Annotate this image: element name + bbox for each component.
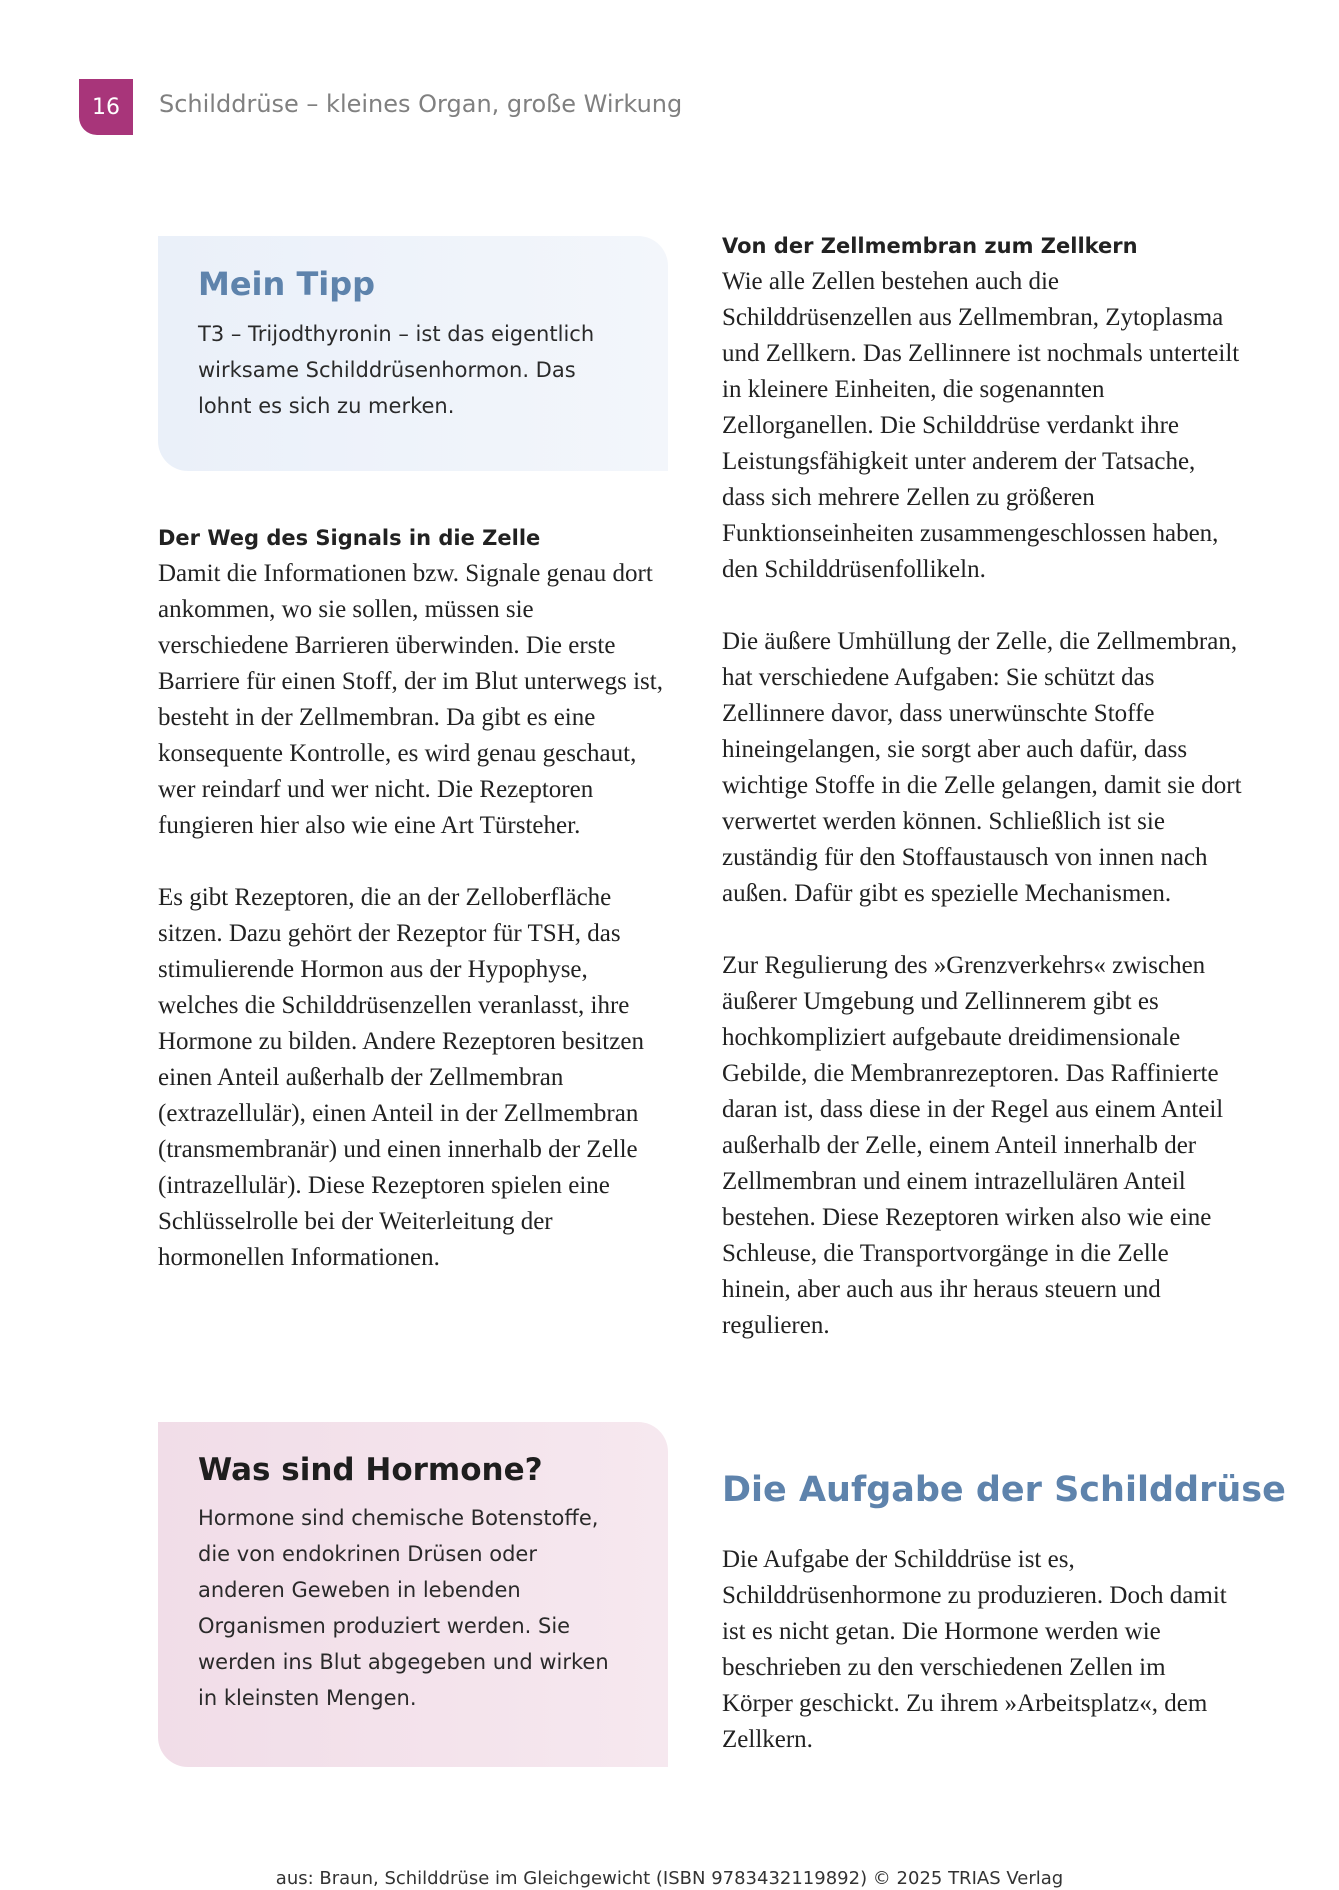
page-number-badge xyxy=(79,79,133,135)
subheading-signal-path: Der Weg des Signals in die Zelle xyxy=(158,526,541,550)
tip-box-text: T3 – Trijodthyronin – ist das eigentlich wirksame Schilddrüsenhormon. Das lohnt es sich zu merken. xyxy=(198,322,595,418)
section-heading: Die Aufgabe der Schilddrüse xyxy=(722,1470,1286,1510)
paragraph: Es gibt Rezeptoren, die an der Zelloberfläche sitzen. Dazu gehört der Rezeptor für TSH, das stimulierende Hormon aus der Hypophyse, welches die Schilddrüsenzellen veranlasst, ihre Hormone zu bilden. Andere Rezeptoren besitzen einen Anteil außerhalb der Zellmembran (extrazellulär), einen Anteil in der Zellmembran (transmembranär) und einen innerhalb der Zelle (intrazellulär). Diese Rezeptoren spielen eine Schlüsselrolle bei der Weiterleitung der hormonellen Informationen. xyxy=(158,884,644,1271)
source-footer: aus: Braun, Schilddrüse im Gleichgewicht (ISBN 9783432119892) © 2025 TRIAS Verlag xyxy=(275,1868,1064,1889)
paragraph: Zur Regulierung des »Grenzverkehrs« zwischen äußerer Umgebung und Zellinnerem gibt es hochkompliziert aufgebaute dreidimensionale Gebilde, die Membranrezeptoren. Das Raffinierte daran ist, dass diese in der Regel aus einem Anteil außerhalb der Zelle, einem Anteil innerhalb der Zellmembran und einem intrazellulären Anteil bestehen. Diese Rezeptoren wirken also wie eine Schleuse, die Transportvorgänge in die Zelle hinein, aber auch aus ihr heraus steuern und regulieren. xyxy=(722,952,1224,1339)
info-box-title: Was sind Hormone? xyxy=(198,1452,543,1488)
info-box-hormones xyxy=(158,1422,668,1767)
left-column-text xyxy=(158,520,668,1276)
right-column-text xyxy=(722,228,1242,1344)
section-thyroid-task xyxy=(722,1468,1286,1758)
running-title: Schilddrüse – kleines Organ, große Wirkung xyxy=(159,90,683,118)
paragraph: Die äußere Umhüllung der Zelle, die Zellmembran, hat verschiedene Aufgaben: Sie schützt das Zellinnere davor, dass unerwünschte Stoffe hineingelangen, sie sorgt aber auch dafür, dass wichtige Stoffe in die Zelle gelangen, damit sie dort verwertet werden können. Schließlich ist sie zuständig für den Stoffaustausch von innen nach außen. Dafür gibt es spezielle Mechanismen. xyxy=(722,628,1242,907)
info-box-text: Hormone sind chemische Botenstoffe, die von endokrinen Drüsen oder anderen Geweben in lebenden Organismen produziert werden. Sie werden ins Blut abgegeben und wirken in kleinsten Mengen. xyxy=(198,1506,609,1710)
paragraph: Wie alle Zellen bestehen auch die Schilddrüsenzellen aus Zellmembran, Zytoplasma und Zellkern. Das Zellinnere ist nochmals unterteilt in kleinere Einheiten, die sogenannten Zellorganellen. Die Schilddrüse verdankt ihre Leistungsfähigkeit unter anderem der Tatsache, dass sich mehrere Zellen zu größeren Funktionseinheiten zusammengeschlossen haben, den Schilddrüsenfollikeln. xyxy=(722,268,1240,583)
page-number: 16 xyxy=(92,94,120,120)
paragraph: Damit die Informationen bzw. Signale genau dort ankommen, wo sie sollen, müssen sie verschiedene Barrieren überwinden. Die erste Barriere für einen Stoff, der im Blut unterwegs ist, besteht in der Zellmembran. Da gibt es eine konsequente Kontrolle, es wird genau geschaut, wer reindarf und wer nicht. Die Rezeptoren fungieren hier also wie eine Art Türsteher. xyxy=(158,560,663,839)
tip-box-title: Mein Tipp xyxy=(198,265,376,303)
subheading-cell-membrane: Von der Zellmembran zum Zellkern xyxy=(722,234,1138,258)
paragraph: Die Aufgabe der Schilddrüse ist es, Schilddrüsenhormone zu produzieren. Doch damit ist es nicht getan. Die Hormone werden wie beschrieben zu den verschiedenen Zellen im Körper geschickt. Zu ihrem »Arbeitsplatz«, dem Zellkern. xyxy=(722,1546,1227,1753)
tip-box xyxy=(158,236,668,471)
